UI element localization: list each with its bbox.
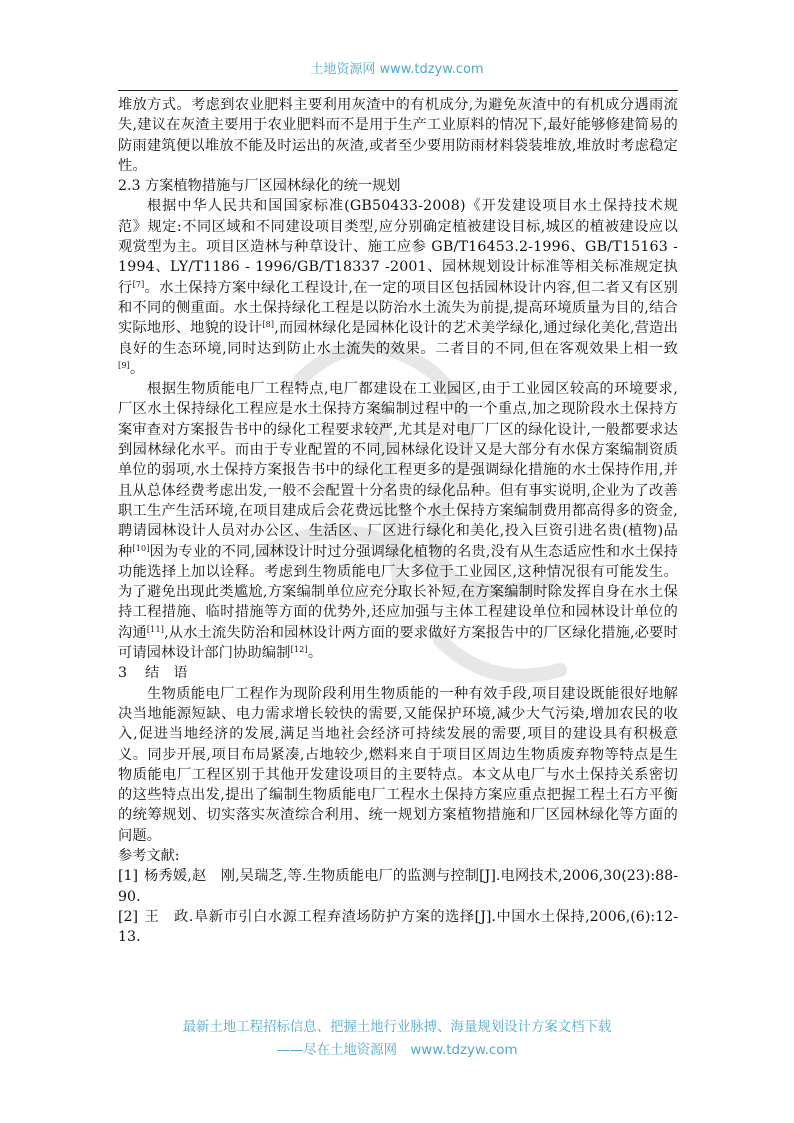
reference-text: 王 政.阜新市引白水源工程弃渣场防护方案的选择[J].中国水土保持,2006,(6):12-13.	[118, 908, 678, 946]
citation-12: [12]	[290, 645, 308, 655]
text-run: 根据中华人民共和国国家标准(GB50433-2008)《开发建设项目水土保持技术规范》规定:不同区域和不同建设项目类型,应分别确定植被建设目标,城区的植被建设应以观赏型为主。项目区造林与种草设计、施工应参 GB/T16453.2-1996、GB/T15163 - 1994、LY/T1186 - 1996/GB/T18337 -2001、园林规划设计标准等相关标准规定执行	[118, 198, 678, 296]
text-run: 。	[129, 360, 145, 377]
text-run: 根据生物质能电厂工程特点,电厂都建设在工业园区,由于工业园区较高的环境要求,厂区水土保持绿化工程应是水土保持方案编制过程中的一个重点,加之现阶段水土保持方案审查对方案报告书中的绿化工程要求较严,尤其是对电厂厂区的绿化设计,一般都要求达到园林绿化水平。而由于专业配置的不同,园林绿化设计又是大部分有水保方案编制资质单位的弱项,水土保持方案报告书中的绿化工程更多的是强调绿化措施的水土保持作用,并且从总体经费考虑出发,一般不会配置十分名贵的绿化品种。但有事实说明,企业为了改善职工生产生活环境,在项目建成后会花费远比整个水土保持方案编制费用都高得多的资金,聘请园林设计人员对办公区、生活区、厂区进行绿化和美化,投入巨资引进名贵(植物)品种	[118, 381, 678, 560]
header-divider	[118, 90, 678, 91]
site-header: 土地资源网 www.tdzyw.com	[310, 62, 484, 77]
text-run: ,从水土流失防治和园林设计两方面的要求做好方案报告中的厂区绿化措施,必要时可请园林设计部门协助编制	[118, 624, 678, 662]
section-heading-2-3	[118, 176, 678, 196]
citation-11: [11]	[146, 624, 165, 634]
section-number: 3	[118, 665, 128, 682]
section-2-3-paragraph-1	[118, 196, 678, 379]
citation-7: [7]	[132, 279, 145, 289]
section-number: 2.3	[118, 178, 141, 195]
text-run: 因为专业的不同,园林设计时过分强调绿化植物的名贵,没有从生态适应性和水土保持功能选择上加以诠释。考虑到生物质能电厂大多位于工业园区,这种情况很有可能发生。为了避免出现此类尴尬,方案编制单位应充分取长补短,在方案编制时除发挥自身在水土保持工程措施、临时措施等方面的优势外,还应加强与主体工程建设单位和园林设计单位的沟通	[118, 543, 679, 641]
text-run: ,而园林绿化是园林化设计的艺术美学绿化,通过绿化美化,营造出良好的生态环境,同时达到防止水土流失的效果。二者目的不同,但在客观效果上相一致	[118, 320, 678, 357]
footer-site-link[interactable]: ——尽在土地资源网 www.tdzyw.com	[276, 1043, 518, 1058]
text-run: 。水土保持方案中绿化工程设计,在一定的项目区包括园林设计内容,但二者又有区别和不同的侧重面。水土保持绿化工程是以防治水土流失为前提,提高环境质量为目的,结合实际地形、地貌的设计	[118, 279, 679, 337]
citation-8: [8]	[262, 320, 275, 330]
reference-text: 杨秀媛,赵 刚,吴瑞芝,等.生物质能电厂的监测与控制[J].电网技术,2006,30(23):88-90.	[118, 868, 678, 905]
section-heading-3	[118, 663, 678, 683]
text-run: 。	[307, 645, 323, 662]
section-title: 方案植物措施与厂区园林绿化的统一规划	[145, 178, 401, 195]
citation-10: [10]	[132, 543, 150, 553]
continuation-paragraph: 堆放方式。考虑到农业肥料主要利用灰渣中的有机成分,为避免灰渣中的有机成分遇雨流失,建议在灰渣主要用于农业肥料而不是用于生产工业原料的情况下,最好能够修建简易的防雨建筑便以堆放不能及时运出的灰渣,或者至少要用防雨材料袋装堆放,堆放时考虑稳定性。	[118, 97, 678, 174]
reference-item	[118, 907, 678, 948]
references-label: 参考文献:	[118, 847, 180, 864]
reference-number: [2]	[118, 908, 139, 925]
citation-9: [9]	[118, 360, 130, 370]
article-body	[118, 95, 678, 947]
reference-item	[118, 866, 678, 907]
footer-tagline: 最新土地工程招标信息、把握土地行业脉搏、海量规划设计方案文档下载	[182, 1020, 612, 1035]
conclusion-paragraph: 生物质能电厂工程作为现阶段利用生物质能的一种有效手段,项目建设既能很好地解决当地能源短缺、电力需求增长较快的需要,又能保护环境,减少大气污染,增加农民的收入,促进当地经济的发展,满足当地社会经济可持续发展的需要,项目的建设具有积极意义。同步开展,项目布局紧凑,占地较少,燃料来自于项目区周边生物质废弃物等特点是生物质能电厂工程区别于其他开发建设项目的主要特点。本文从电厂与水土保持关系密切的这些特点出发,提出了编制生物质能电厂工程水土保持方案应重点把握工程土石方平衡的统筹规划、切实落实灰渣综合利用、统一规划方案植物措施和厂区园林绿化等方面的问题。	[118, 685, 678, 844]
reference-number: [1]	[118, 868, 139, 885]
section-2-3-paragraph-2	[118, 379, 678, 663]
section-title: 结 语	[145, 665, 188, 682]
